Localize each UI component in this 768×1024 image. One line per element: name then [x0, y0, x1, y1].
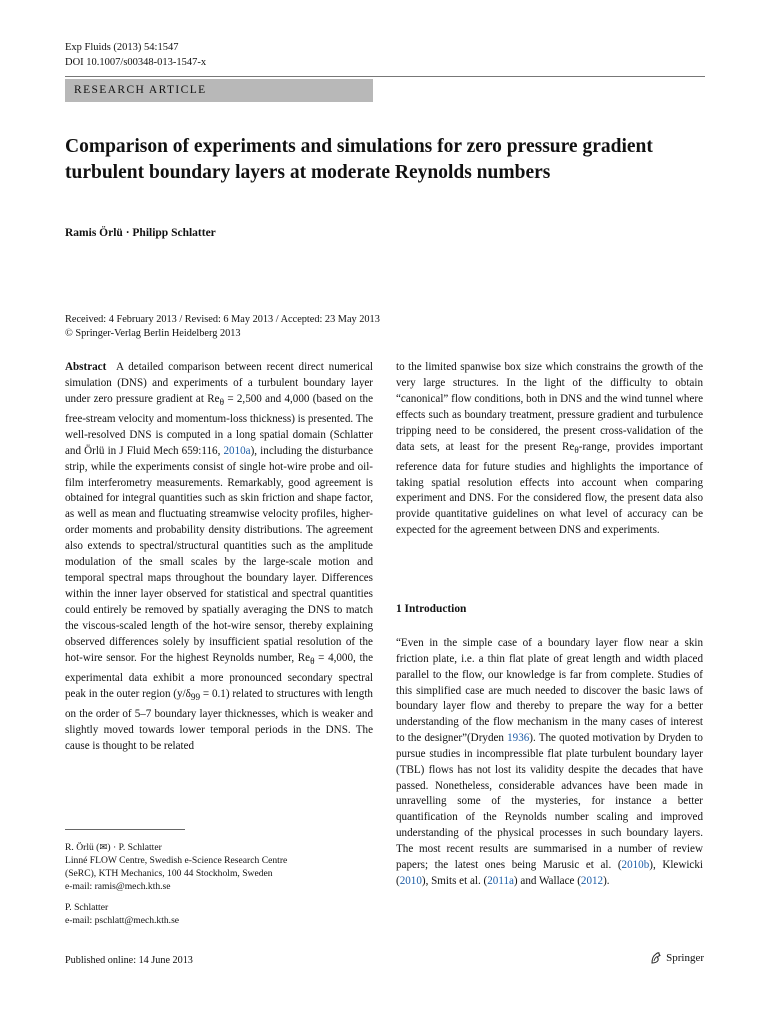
- abstract-text-5: = 0.1) related to structures with length on the order of 5–7 boundary layer thicknesses, which is weaker and slightly moved towards lower temporal periods in the DNS. The cause is thought to be related: [65, 687, 373, 752]
- intro-text-6: ).: [603, 874, 610, 887]
- article-type-banner: RESEARCH ARTICLE: [65, 79, 373, 102]
- intro-text-4: ), Smits et al. (: [421, 874, 488, 887]
- publisher-logo: [649, 951, 704, 965]
- affiliation-institution: Linné FLOW Centre, Swedish e-Science Research Centre: [65, 855, 288, 866]
- footnote-rule: [65, 829, 185, 830]
- abstract-column-right: [396, 360, 703, 539]
- introduction-body: [396, 636, 703, 890]
- abstract-cont-2: -range, provides important reference data for future studies and highlights the importance of taking spatial resolution effects into account when comparing experiment and DNS. For the considered flow, the present data also provide quantitative guidelines on what level of accuracy can be expected for the agreement between DNS and experiments.: [396, 440, 703, 537]
- abstract-cont-1: to the limited spanwise box size which constrains the growth of the very large structures. In the light of the difficulty to obtain “canonical” flow conditions, both in DNS and the wind tunnel where effects such as boundary treatment, pressure gradient and turbulence tripping need to be considered, the present cross-validation of the data sets, at least for the present Re: [396, 361, 703, 453]
- affiliation-author-2: P. Schlatter: [65, 902, 109, 913]
- header-rule: [65, 76, 705, 77]
- abstract-continuation: [396, 360, 703, 539]
- published-online-date: Published online: 14 June 2013: [65, 955, 193, 966]
- affiliation-email[interactable]: e-mail: ramis@mech.kth.se: [65, 881, 171, 892]
- article-title: Comparison of experiments and simulations for zero pressure gradient turbulent boundary layers at moderate Reynolds numbers: [65, 136, 653, 183]
- citation-link-2010b[interactable]: 2010b: [621, 858, 650, 871]
- citation-link-2012[interactable]: 2012: [580, 874, 604, 887]
- publication-dates: [65, 313, 380, 341]
- abstract-text-3: ), including the disturbance strip, while the experiments consist of single hot-wire probe and oil-film interferometry measurements. Remarkably, good agreement is obtained for integral quantities such as skin friction and shape factor, as well as mean and fluctuating streamwise velocity profiles, higher-order moments and probability density distributions. The agreement also extends to spectral/structural quantities such as the amplitude modulation of the small scales by the large-scale motion and temporal spectral maps throughout the boundary layer. Differences within the inner layer observed for statistical and spectral quantities could entirely be removed by spatially averaging the DNS to match the viscous-scaled length of the hot-wire sensor, thereby explaining observed differences solely by insufficient spatial resolution of the hot-wire sensor. For the highest Reynolds number, Re: [65, 444, 373, 664]
- journal-line: Exp Fluids (2013) 54:1547: [65, 42, 179, 53]
- affiliation-address: (SeRC), KTH Mechanics, 100 44 Stockholm, Sweden: [65, 868, 273, 879]
- intro-text-1: “Even in the simple case of a boundary layer flow near a skin friction plate, i.e. a thin flat plate of great length and width placed parallel to the flow, our knowledge is far from complete. Studies of this simplified case are much needed to discover the basic laws of boundary layer flow and thereby to prepare the way for a better understanding of the flow mechanism in the many cases of interest to the designer”(Dryden: [396, 637, 703, 745]
- received-line: Received: 4 February 2013 / Revised: 6 May 2013 / Accepted: 23 May 2013: [65, 314, 380, 325]
- affiliation-authors: R. Örlü (✉) · P. Schlatter: [65, 842, 162, 853]
- abstract-text-2: = 2,500 and 4,000 (based on the free-stream velocity and momentum-loss thickness) is presented. The well-resolved DNS is computed in a long spatial domain (Schlatter and Örlü in J Fluid Mech 659:116,: [65, 392, 373, 457]
- citation-link-2011a[interactable]: 2011a: [487, 874, 514, 887]
- abstract-text-4: = 4,000, the experimental data exhibit a more pronounced secondary spectral peak in the outer region (y/δ: [65, 651, 373, 700]
- author-list: Ramis Örlü · Philipp Schlatter: [65, 227, 216, 239]
- affiliation-block-2: [65, 901, 375, 927]
- introduction-paragraph: [396, 636, 703, 890]
- citation-link-2010a[interactable]: 2010a: [223, 444, 251, 457]
- journal-citation: [65, 40, 206, 70]
- affiliation-block: [65, 841, 375, 893]
- springer-horse-icon: [649, 951, 663, 965]
- theta-subscript: θ: [574, 445, 579, 456]
- publisher-name: Springer: [666, 952, 704, 964]
- section-heading-introduction: 1 Introduction: [396, 603, 467, 615]
- citation-link-klewicki[interactable]: 2010: [399, 874, 422, 887]
- citation-link-dryden[interactable]: 1936: [507, 732, 530, 745]
- doi-line: DOI 10.1007/s00348-013-1547-x: [65, 57, 207, 68]
- theta-subscript: θ: [310, 656, 315, 667]
- abstract-label: Abstract: [65, 361, 107, 373]
- abstract-text-1: A detailed comparison between recent direct numerical simulation (DNS) and experiments of a turbulent boundary layer under zero pressure gradient at Re: [65, 361, 374, 405]
- abstract-column-left: [65, 360, 373, 754]
- abstract-paragraph: [65, 360, 373, 754]
- intro-text-2: ). The quoted motivation by Dryden to pursue studies in incompressible flat plate turbulent boundary layer (TBL) flows has not lost its validity despite the decades that have passed. Nonetheless, considerable advances have been made in unravelling some of the mysteries, for instance a better quantification of the Reynolds number scaling and improved understanding of the physical processes in such boundary layers. The most recent results are summarised in a number of review papers; the latest ones being Marusic et al. (: [396, 732, 703, 871]
- delta99-subscript: 99: [190, 692, 201, 703]
- affiliation-email-2[interactable]: e-mail: pschlatt@mech.kth.se: [65, 915, 180, 926]
- theta-subscript: θ: [219, 398, 224, 409]
- intro-text-5: ) and Wallace (: [513, 874, 581, 887]
- copyright-line: © Springer-Verlag Berlin Heidelberg 2013: [65, 328, 241, 339]
- intro-text-3: ), Klewicki (: [396, 858, 703, 887]
